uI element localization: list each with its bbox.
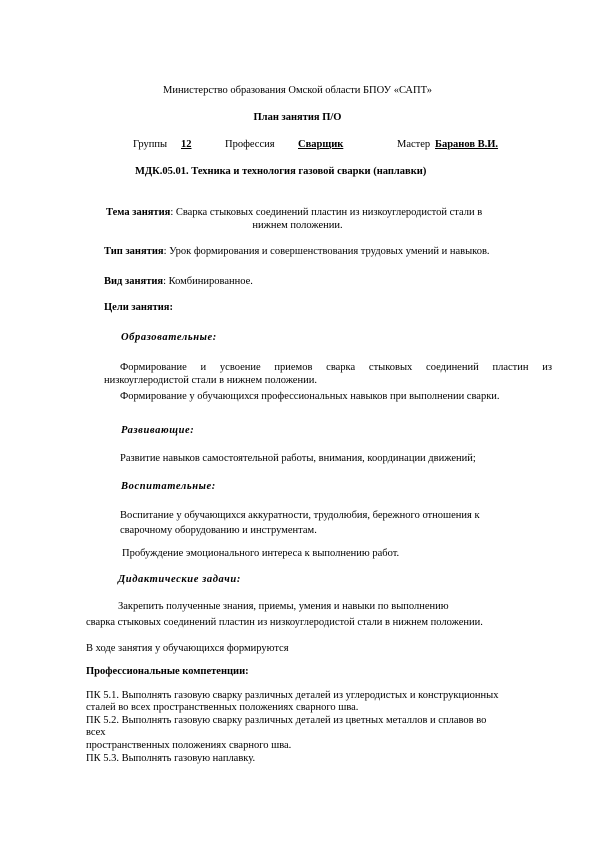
didactic-heading: Дидактические задачи:: [118, 574, 241, 585]
developing-heading: Развивающие:: [121, 425, 195, 436]
lesson-type-label: Тип занятия: [104, 246, 164, 257]
profession-label: Профессия: [225, 139, 275, 150]
didactic-line2: сварка стыковых соединений пластин из низкоуглеродистой стали в нижнем положении.: [86, 617, 483, 628]
pk2-line2: всех: [86, 727, 106, 738]
lesson-kind: [104, 275, 253, 288]
master-value: Баранов В.И.: [435, 139, 499, 150]
topic-label: Тема занятия: [106, 207, 171, 218]
upbringing-p2: Пробуждение эмоционального интереса к выполнению работ.: [122, 548, 400, 559]
topic-line-2: нижнем положении.: [252, 220, 343, 231]
lesson-kind-value: : Комбинированное.: [163, 276, 253, 287]
lesson-type: [104, 245, 490, 258]
upbringing-heading: Воспитательные:: [121, 481, 216, 492]
didactic-line1: Закрепить полученные знания, приемы, умения и навыки по выполнению: [118, 601, 449, 612]
lesson-type-value: : Урок формирования и совершенствования трудовых умений и навыков.: [163, 246, 490, 257]
master-label: Мастер: [397, 139, 431, 150]
pk2-line1: ПК 5.2. Выполнять газовую сварку различных деталей из цветных металлов и сплавов во: [86, 715, 487, 726]
pk3: ПК 5.3. Выполнять газовую наплавку.: [86, 753, 256, 764]
topic-text-1: : Сварка стыковых соединений пластин из низкоуглеродистой стали в: [170, 207, 483, 218]
pk1-line1: ПК 5.1. Выполнять газовую сварку различных деталей из углеродистых и конструкционных: [86, 690, 499, 701]
upbringing-p1-line1: Воспитание у обучающихся аккуратности, трудолюбия, бережного отношения к: [120, 510, 480, 521]
pk1-line2: сталей во всех пространственных положениях сварного шва.: [86, 702, 359, 713]
lesson-kind-label: Вид занятия: [104, 276, 164, 287]
topic-line-1: [106, 206, 482, 219]
competencies-heading: Профессиональные компетенции:: [86, 666, 249, 677]
group-value: 12: [181, 139, 192, 150]
mdk-heading: МДК.05.01. Техника и технология газовой сварки (наплавки): [135, 166, 427, 177]
ministry-heading: Министерство образования Омской области БПОУ «САПТ»: [162, 85, 432, 96]
educational-p1-line2: низкоуглеродистой стали в нижнем положении.: [104, 375, 317, 386]
plan-title: План занятия П/О: [253, 112, 342, 123]
formed-text: В ходе занятия у обучающихся формируются: [86, 643, 289, 654]
educational-p1-line1: Формирование и усвоение приемов сварка стыковых соединений пластин из: [120, 362, 552, 373]
goals-label: Цели занятия:: [104, 302, 173, 313]
educational-p2: Формирование у обучающихся профессиональных навыков при выполнении сварки.: [120, 391, 500, 402]
pk2-line3: пространственных положениях сварного шва.: [86, 740, 292, 751]
developing-p1: Развитие навыков самостоятельной работы, внимания, координации движений;: [120, 453, 476, 464]
group-label: Группы: [133, 139, 168, 150]
upbringing-p1-line2: сварочному оборудованию и инструментам.: [120, 525, 317, 536]
educational-heading: Образовательные:: [121, 332, 217, 343]
profession-value: Сварщик: [298, 139, 344, 150]
